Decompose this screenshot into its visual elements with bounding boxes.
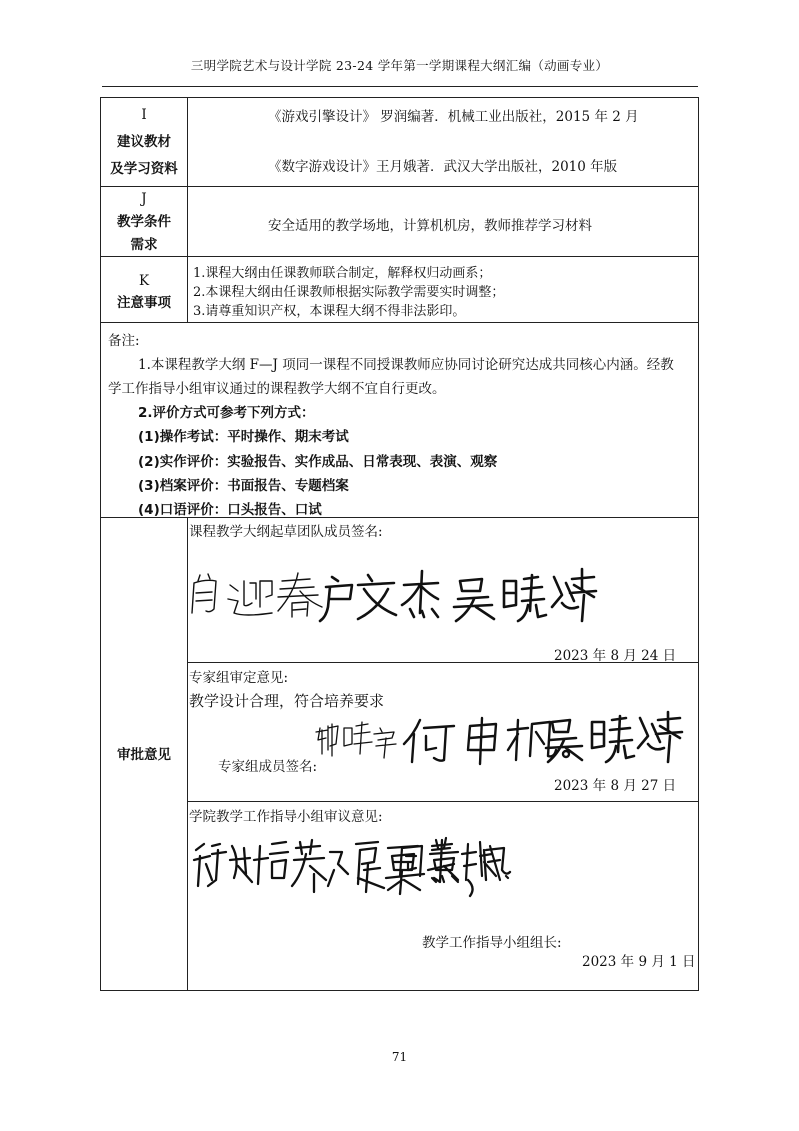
expert-date: 2023 年 8 月 27 日 [554,778,677,794]
row-k-letter: K [138,273,150,289]
notes-title: 备注: [108,333,140,349]
row-j-letter: J [141,191,147,207]
row-k-item-1: 1.课程大纲由任课教师联合制定，解释权归动画系； [193,266,492,281]
college-handwritten-opinion-2 [380,836,520,896]
approval-label-cell [100,517,188,991]
row-i-book2: 《数字游戏设计》王月娥著．武汉大学出版社，2010 年版 [268,159,618,175]
notes-method-2: (2)实作评价：实验报告、实作成品、日常表现、表演、观察 [138,454,498,470]
college-leader-label: 教学工作指导小组组长: [422,935,562,951]
notes-method-4: (4)口语评价：口头报告、口试 [138,502,322,518]
expert-signatures [314,710,694,770]
expert-opinion: 教学设计合理，符合培养要求 [189,692,385,710]
row-k-item-2: 2.本课程大纲由任课教师根据实际教学需要实时调整； [193,285,505,300]
row-i-label-line1: 建议教材 [117,134,171,150]
row-j-label-line1: 教学条件 [117,214,171,230]
drafting-title: 课程教学大纲起草团队成员签名: [189,524,383,540]
header-rule [102,86,698,87]
row-j-text: 安全适用的教学场地，计算机机房，教师推荐学习材料 [268,218,592,234]
row-k-label [100,256,188,322]
row-i-label [100,97,188,186]
notes-method-1: (1)操作考试：平时操作、期末考试 [138,429,349,445]
drafting-signatures [182,555,602,625]
expert-member-label: 专家组成员签名: [218,759,318,775]
expert-title: 专家组审定意见: [189,670,289,686]
row-k-item-3: 3.请尊重知识产权，本课程大纲不得非法影印。 [193,304,466,319]
drafting-date: 2023 年 8 月 24 日 [554,648,677,664]
page-number: 71 [391,1050,408,1064]
college-title: 学院教学工作指导小组审议意见: [189,809,383,825]
notes-item2: 2.评价方式可参考下列方式： [138,405,315,421]
row-i-label-line2: 及学习资料 [110,161,178,177]
college-date: 2023 年 9 月 1 日 [582,954,696,970]
row-j-label-line2: 需求 [130,237,158,253]
notes-para-line1: 1.本课程教学大纲 F—J 项同一课程不同授课教师应协同讨论研究达成共同核心内涵。经教 [138,357,674,373]
page-header: 三明学院艺术与设计学院 23-24 学年第一学期课程大纲汇编（动画专业） [190,58,609,73]
notes-para-line2: 学工作指导小组审议通过的课程教学大纲不宜自行更改。 [108,381,446,397]
row-i-book1: 《游戏引擎设计》 罗润编著．机械工业出版社，2015 年 2 月 [268,109,639,125]
row-j-label [100,186,188,256]
row-i-letter: I [141,107,147,123]
notes-method-3: (3)档案评价：书面报告、专题档案 [138,478,349,494]
row-k-label-line1: 注意事项 [117,295,171,311]
approval-label: 审批意见 [117,747,171,763]
